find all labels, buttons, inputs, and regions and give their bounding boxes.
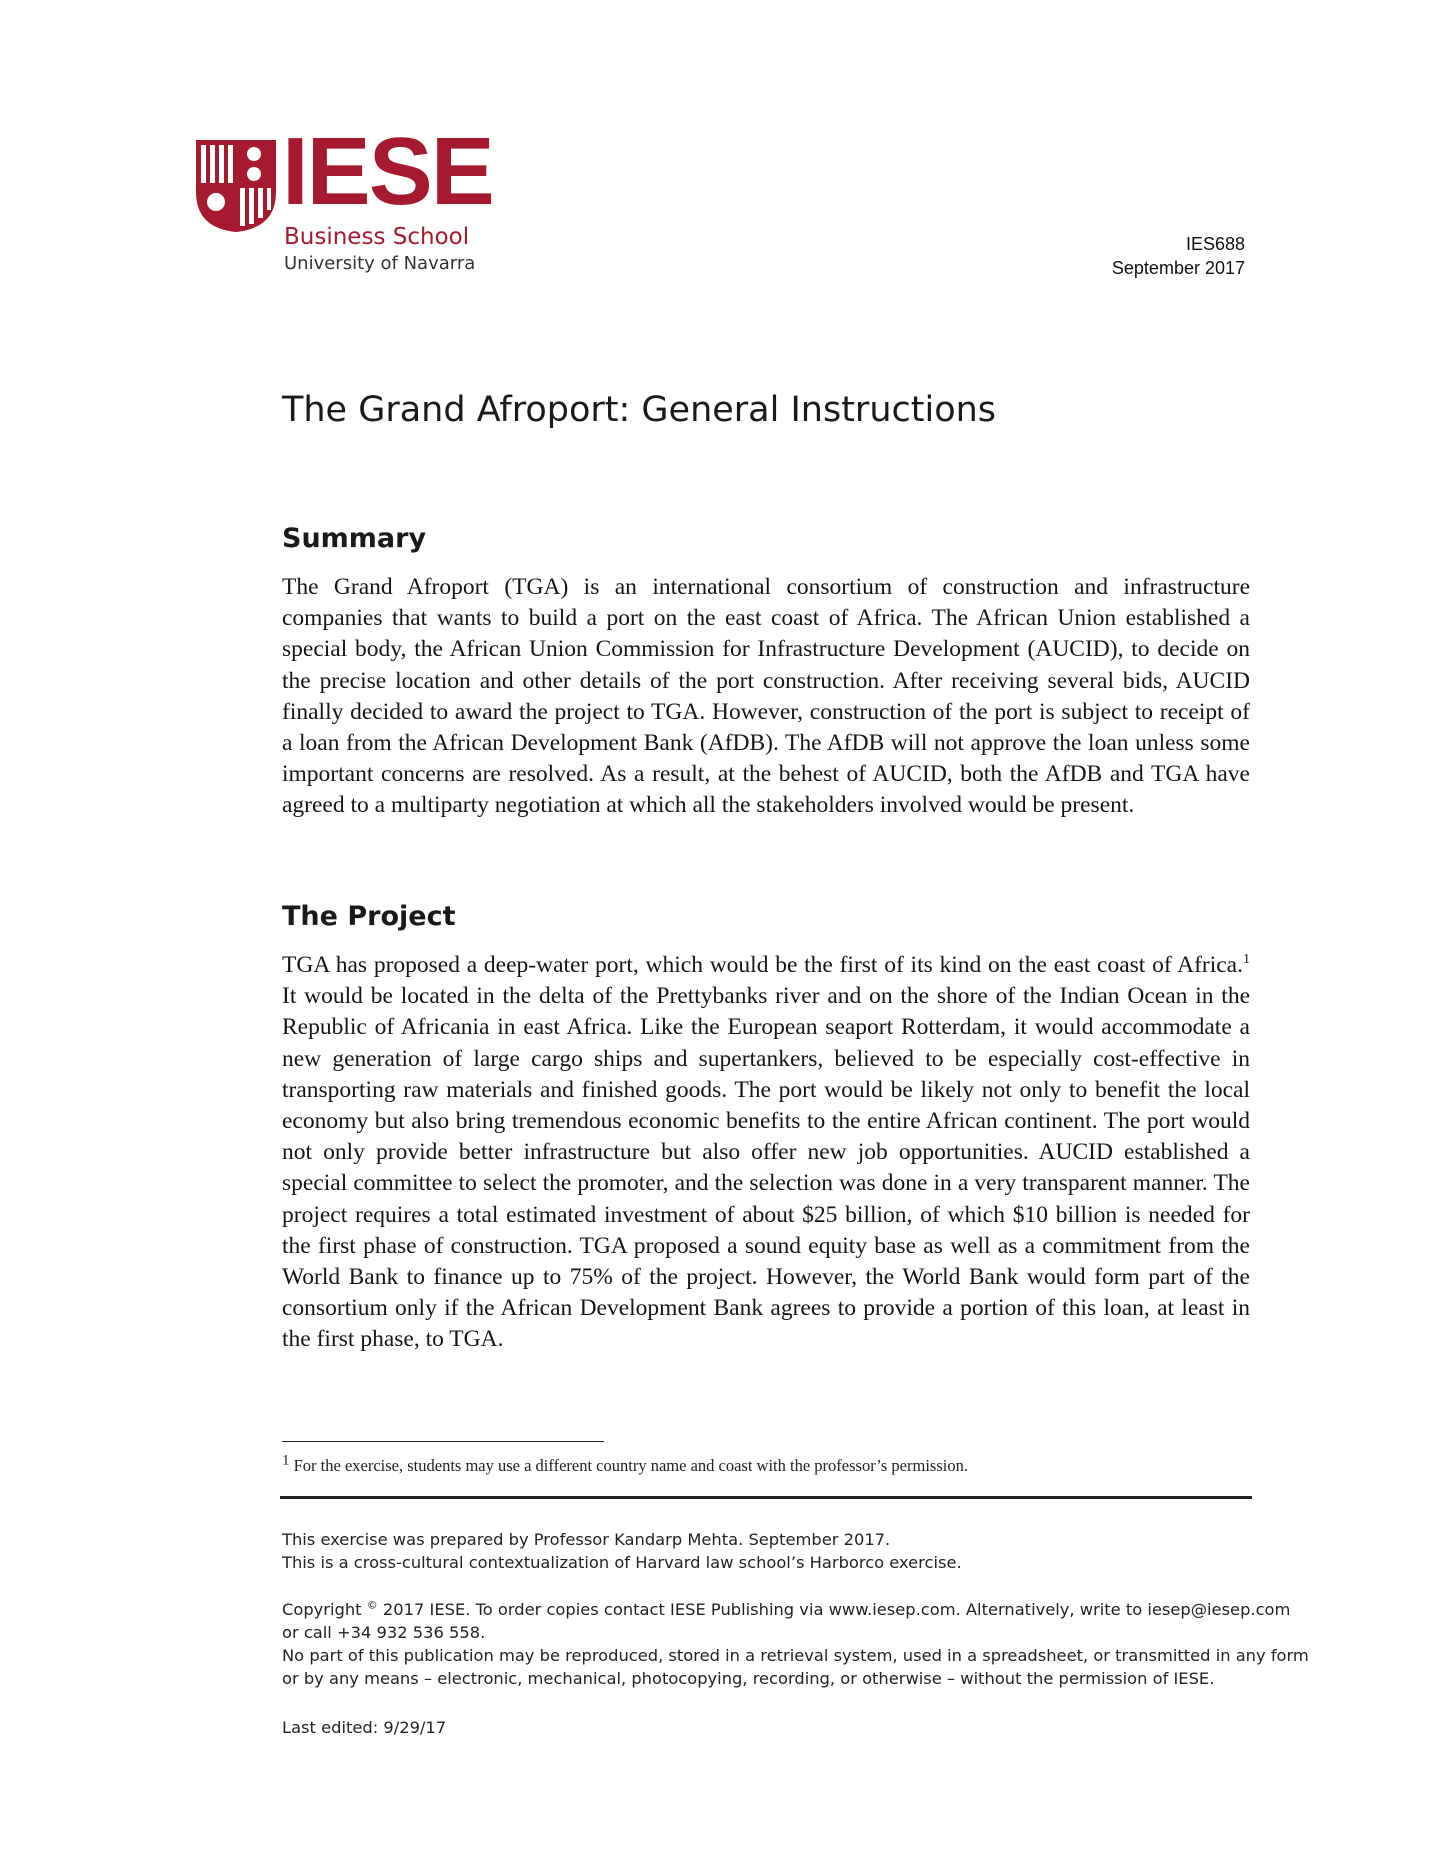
last-edited: Last edited: 9/29/17 xyxy=(282,1718,447,1737)
footer-copyright-line2: or call +34 932 536 558. xyxy=(282,1623,486,1642)
footer-last-edited xyxy=(282,1716,1250,1739)
footer-rights-line2: or by any means – electronic, mechanical, photocopying, recording, or otherwise – without the permission of IESE. xyxy=(282,1669,1215,1688)
footer-copyright xyxy=(282,1598,1309,1690)
footer-divider xyxy=(280,1496,1252,1499)
logo-business-school: Business School xyxy=(284,224,470,250)
footer-copyright-line1 xyxy=(282,1598,1291,1621)
iese-logo xyxy=(196,118,493,286)
project-heading: The Project xyxy=(282,901,456,932)
footer-preparation xyxy=(282,1528,1250,1574)
summary-section xyxy=(282,523,1250,822)
logo-university: University of Navarra xyxy=(284,253,476,274)
copyright-symbol: © xyxy=(366,1598,378,1612)
project-text-rest: It would be located in the delta of the Prettybanks river and on the shore of the Indian Ocean in the Republic of Africania in east Africa. Like the European seaport Rotterdam, it would accommodate a new generation of large cargo ships and supertankers, believed to be especially cost-effective in transporting raw materials and finished goods. The port would be likely not only to benefit the local economy but also bring tremendous economic benefits to the entire African continent. The port would not only provide better infrastructure but also offer new job opportunities. AUCID established a special committee to select the promoter, and the selection was done in a very transparent manner. The project requires a total estimated investment of about $25 billion, of which $10 billion is needed for the first phase of construction. TGA proposed a sound equity base as well as a commitment from the World Bank to finance up to 75% of the project. However, the World Bank would form part of the consortium only if the African Development Bank agrees to provide a portion of this loan, at least in the first phase, to TGA. xyxy=(282,983,1250,1353)
footnote-number: 1 xyxy=(282,1452,290,1469)
project-paragraph xyxy=(282,950,1250,1356)
footnote-text: For the exercise, students may use a different country name and coast with the professor’s permission. xyxy=(289,1456,968,1475)
footer-prepared-by: This exercise was prepared by Professor Kandarp Mehta. September 2017. xyxy=(282,1530,891,1549)
summary-paragraph: The Grand Afroport (TGA) is an international consortium of construction and infrastructure companies that wants to build a port on the east coast of Africa. The African Union established a special body, the African Union Commission for Infrastructure Development (AUCID), to decide on the precise location and other details of the port construction. After receiving several bids, AUCID finally decided to award the project to TGA. However, construction of the port is subject to receipt of a loan from the African Development Bank (AfDB). The AfDB will not approve the loan unless some important concerns are resolved. As a result, at the behest of AUCID, both the AfDB and TGA have agreed to a multiparty negotiation at which all the stakeholders involved would be present. xyxy=(282,574,1250,819)
project-section xyxy=(282,901,1250,1356)
iese-shield-icon xyxy=(196,140,276,232)
copyright-text: 2017 IESE. To order copies contact IESE Publishing via www.iesep.com. Alternatively, write to iesep@iesep.com xyxy=(377,1600,1291,1619)
summary-heading: Summary xyxy=(282,523,427,554)
footnote-divider xyxy=(282,1441,604,1442)
document-code: IES688 xyxy=(1185,234,1245,254)
document-date: September 2017 xyxy=(1111,258,1245,278)
footer-context: This is a cross-cultural contextualization of Harvard law school’s Harborco exercise. xyxy=(282,1553,962,1572)
page-title: The Grand Afroport: General Instructions xyxy=(282,390,997,430)
footer-rights-line1: No part of this publication may be reproduced, stored in a retrieval system, used in a spreadsheet, or transmitted in any form xyxy=(282,1646,1309,1665)
footnote xyxy=(282,1452,1250,1476)
logo-wordmark: IESE xyxy=(282,118,493,225)
document-reference xyxy=(1112,232,1245,280)
footnote-reference: 1 xyxy=(1243,952,1250,968)
copyright-prefix: Copyright xyxy=(282,1600,367,1619)
project-text-start: TGA has proposed a deep-water port, which would be the first of its kind on the east coast of Africa. xyxy=(282,952,1243,978)
